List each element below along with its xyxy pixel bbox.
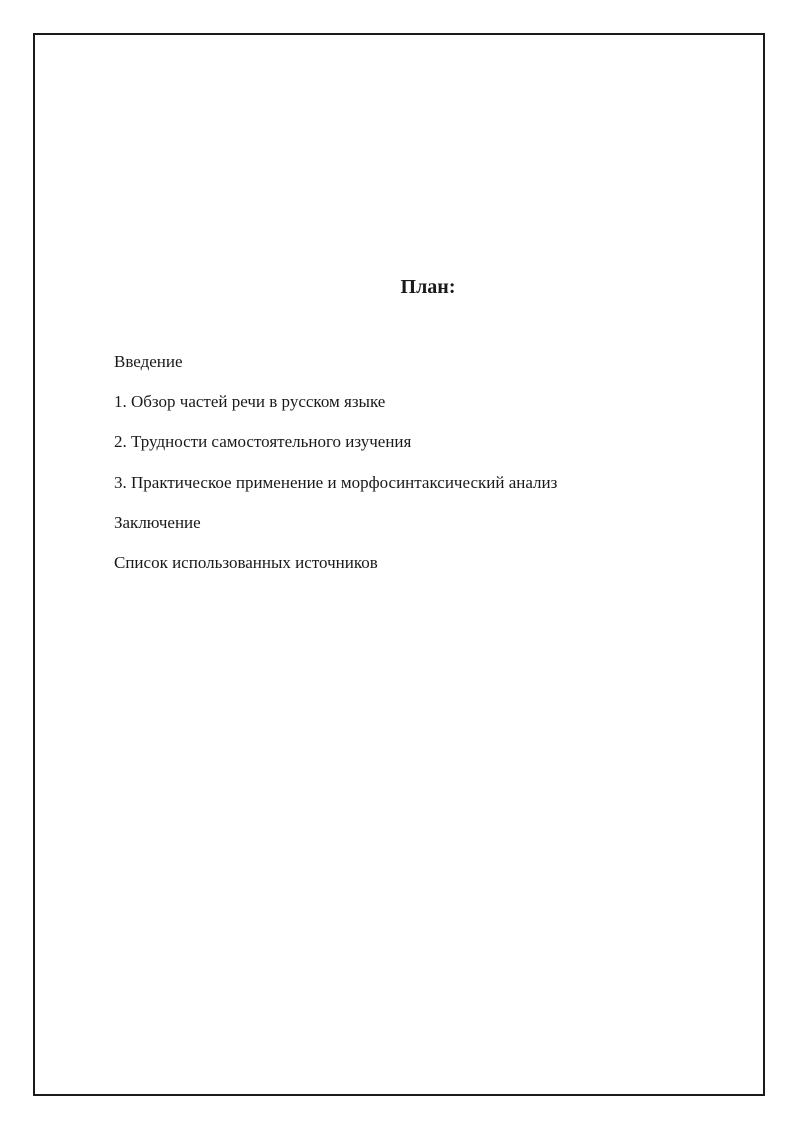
plan-item-section-1: 1. Обзор частей речи в русском языке <box>114 392 386 412</box>
plan-item-references: Список использованных источников <box>114 552 378 572</box>
plan-item-introduction: Введение <box>114 352 183 371</box>
plan-item-section-2: 2. Трудности самостоятельного изучения <box>114 432 412 452</box>
plan-list <box>114 350 557 591</box>
plan-item-section-3: 3. Практическое применение и морфосинтаксический анализ <box>114 472 558 492</box>
page-title: План: <box>400 276 456 298</box>
plan-item-conclusion: Заключение <box>114 512 201 532</box>
